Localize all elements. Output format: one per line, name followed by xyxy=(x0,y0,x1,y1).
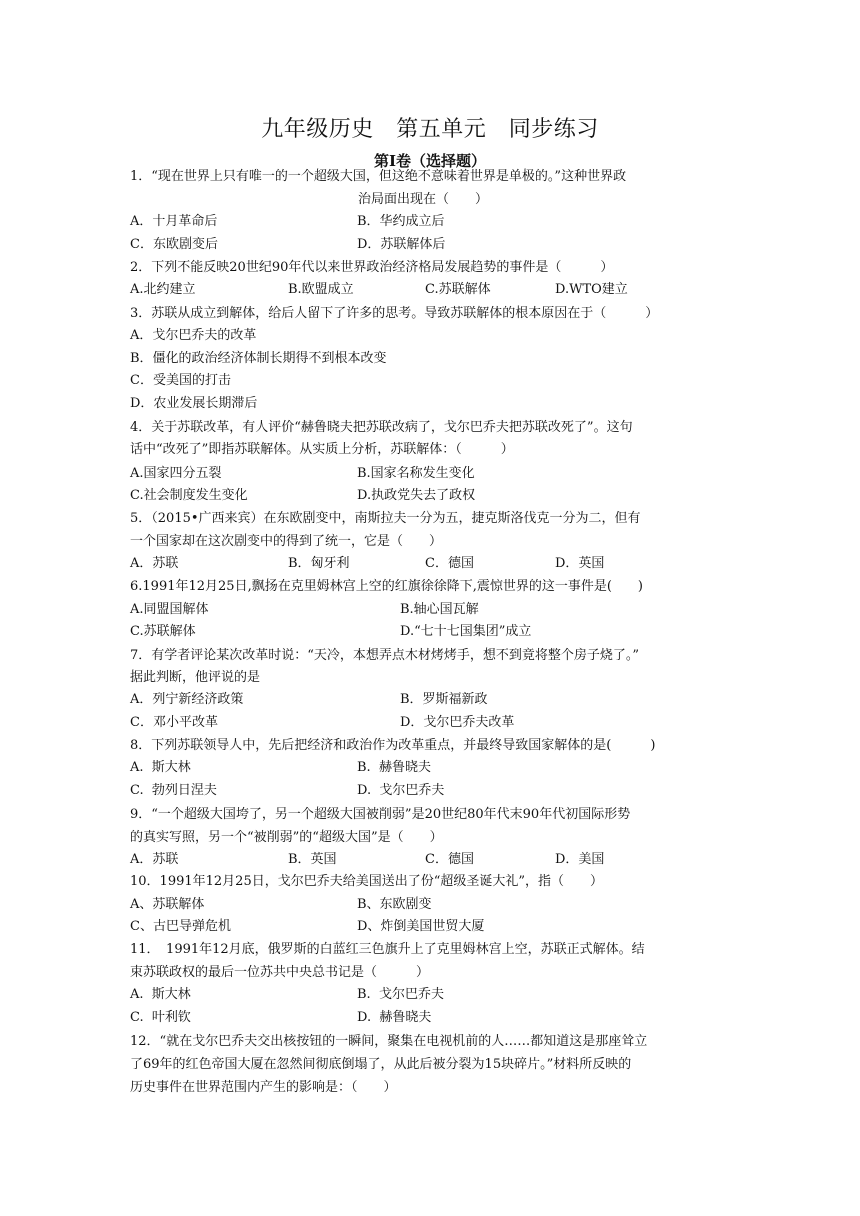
answer-option: D．苏联解体后 xyxy=(357,237,446,252)
section-title: 第Ⅰ卷（选择题） xyxy=(373,152,487,170)
question-line: 的真实写照，另一个“被削弱”的“超级大国”是（ ） xyxy=(130,830,443,845)
question-line: 治局面出现在（ ） xyxy=(358,192,489,207)
answer-option: C.苏联解体 xyxy=(130,624,196,639)
answer-option: D．美国 xyxy=(555,852,605,867)
question-line: 11． 1991年12月底，俄罗斯的白蓝红三色旗升上了克里姆林宫上空，苏联正式解体。结 xyxy=(130,942,645,957)
question-line: 束苏联政权的最后一位苏共中央总书记是（ ） xyxy=(130,965,430,980)
answer-option: D. 戈尔巴乔夫 xyxy=(357,783,445,798)
question-line: 4．关于苏联改革，有人评价“赫鲁晓夫把苏联改病了，戈尔巴乔夫把苏联改死了”。这句 xyxy=(130,420,633,435)
question-line: 一个国家却在这次剧变中的得到了统一，它是（ ） xyxy=(130,534,443,549)
answer-option: C、古巴导弹危机 xyxy=(130,919,231,934)
answer-option: B.欧盟成立 xyxy=(288,282,354,297)
question-line: D．农业发展长期滞后 xyxy=(130,396,258,411)
page-title: 九年级历史 第五单元 同步练习 xyxy=(261,117,599,142)
answer-option: D.WTO建立 xyxy=(555,282,628,297)
answer-option: C. 叶利钦 xyxy=(130,1010,191,1025)
question-line: 历史事件在世界范围内产生的影响是：（ ） xyxy=(130,1080,397,1095)
answer-option: A. 斯大林 xyxy=(130,987,191,1002)
answer-option: C.苏联解体 xyxy=(425,282,491,297)
question-line: 话中“改死了”即指苏联解体。从实质上分析，苏联解体：（ ） xyxy=(130,442,514,457)
answer-option: D.执政党失去了政权 xyxy=(357,488,476,503)
answer-option: B．英国 xyxy=(288,852,337,867)
answer-option: B.国家名称发生变化 xyxy=(357,466,475,481)
question-line: 10．1991年12月25日，戈尔巴乔夫给美国送出了份“超级圣诞大礼”，指（ ） xyxy=(130,874,604,889)
answer-option: A. 斯大林 xyxy=(130,760,191,775)
answer-option: B. 戈尔巴乔夫 xyxy=(357,987,444,1002)
question-line: 3．苏联从成立到解体，给后人留下了许多的思考。导致苏联解体的根本原因在于（ ） xyxy=(130,306,659,321)
answer-option: D. 赫鲁晓夫 xyxy=(357,1010,432,1025)
answer-option: A．列宁新经济政策 xyxy=(130,692,244,707)
answer-option: C．德国 xyxy=(425,556,474,571)
question-line: 1．“现在世界上只有唯一的一个超级大国，但这绝不意味着世界是单极的。”这种世界政 xyxy=(130,169,627,184)
question-line: A．戈尔巴乔夫的改革 xyxy=(130,328,257,343)
answer-option: A.国家四分五裂 xyxy=(130,466,222,481)
answer-option: B．匈牙利 xyxy=(288,556,350,571)
answer-option: D．英国 xyxy=(555,556,605,571)
answer-option: C．德国 xyxy=(425,852,474,867)
answer-option: A.北约建立 xyxy=(130,282,196,297)
answer-option: A．苏联 xyxy=(130,556,179,571)
answer-option: D、炸倒美国世贸大厦 xyxy=(357,919,485,934)
answer-option: A．十月革命后 xyxy=(130,214,218,229)
question-line: 6.1991年12月25日,飘扬在克里姆林宫上空的红旗徐徐降下,震惊世界的这一事件是( ) xyxy=(130,579,643,594)
answer-option: A．苏联 xyxy=(130,852,179,867)
question-line: 9．“一个超级大国垮了，另一个超级大国被削弱”是20世纪80年代末90年代初国际形势 xyxy=(130,807,631,822)
answer-option: B.轴心国瓦解 xyxy=(400,602,479,617)
question-line: 了69年的红色帝国大厦在忽然间彻底倒塌了，从此后被分裂为15块碎片。”材料所反映的 xyxy=(130,1057,632,1072)
question-line: 7．有学者评论某次改革时说：“天冷，本想弄点木材烤烤手，想不到竟将整个房子烧了。” xyxy=(130,648,640,663)
answer-option: A.同盟国解体 xyxy=(130,602,209,617)
answer-option: A、苏联解体 xyxy=(130,897,205,912)
answer-option: B．华约成立后 xyxy=(357,214,445,229)
answer-option: D.“七十七国集团”成立 xyxy=(400,624,532,639)
answer-option: C．东欧剧变后 xyxy=(130,237,218,252)
question-line: B．僵化的政治经济体制长期得不到根本改变 xyxy=(130,351,387,366)
question-line: 据此判断，他评说的是 xyxy=(130,670,261,685)
answer-option: D．戈尔巴乔夫改革 xyxy=(400,715,515,730)
question-line: 5．（2015•广西来宾）在东欧剧变中，南斯拉夫一分为五，捷克斯洛伐克一分为二，但有 xyxy=(130,511,641,526)
question-line: 2．下列不能反映20世纪90年代以来世界政治经济格局发展趋势的事件是（ ） xyxy=(130,260,614,275)
answer-option: C. 勃列日涅夫 xyxy=(130,783,217,798)
question-line: 12．“就在戈尔巴乔夫交出核按钮的一瞬间，聚集在电视机前的人……都知道这是那座耸立 xyxy=(130,1034,648,1049)
answer-option: B. 赫鲁晓夫 xyxy=(357,760,431,775)
answer-option: B．罗斯福新政 xyxy=(400,692,488,707)
answer-option: C．邓小平改革 xyxy=(130,715,218,730)
question-line: 8．下列苏联领导人中，先后把经济和政治作为改革重点，并最终导致国家解体的是( ) xyxy=(130,738,656,753)
answer-option: B、东欧剧变 xyxy=(357,897,432,912)
question-line: C．受美国的打击 xyxy=(130,373,231,388)
answer-option: C.社会制度发生变化 xyxy=(130,488,248,503)
